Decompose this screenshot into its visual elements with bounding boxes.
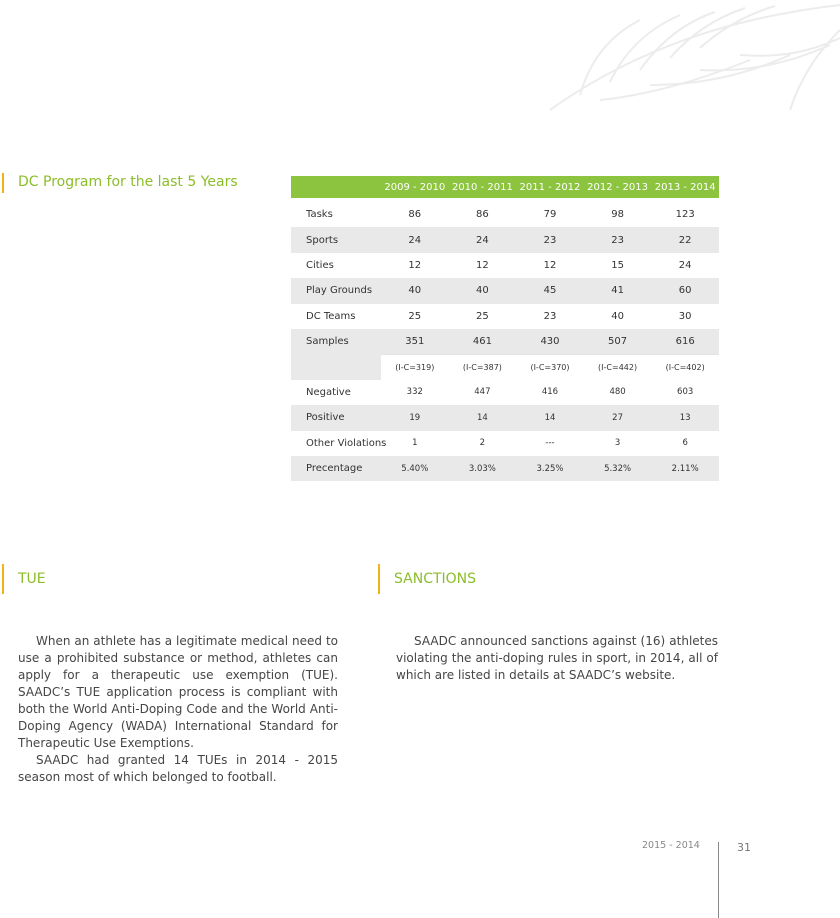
table-cell: 507 bbox=[608, 336, 628, 348]
table-header-row bbox=[291, 176, 719, 198]
header-cell: 2010 - 2011 bbox=[451, 181, 513, 193]
table-cell: (I-C=442) bbox=[584, 354, 652, 380]
sanctions-title: SANCTIONS bbox=[378, 564, 476, 594]
header-cell: 2012 - 2013 bbox=[587, 181, 649, 193]
table-cell: 480 bbox=[609, 387, 626, 398]
tue-body bbox=[18, 633, 338, 786]
table-cell: 27 bbox=[612, 412, 623, 423]
sanctions-paragraph: SAADC announced sanctions against (16) athletes violating the anti-doping rules in sport, in 2014, all of which are listed in details at SAADC’s website. bbox=[396, 634, 718, 682]
footer-divider bbox=[718, 842, 719, 918]
table-cell: 416 bbox=[541, 387, 559, 398]
table-cell: 14 bbox=[476, 412, 488, 423]
tue-paragraph: When an athlete has a legitimate medical need to use a prohibited substance or method, athletes can apply for a therapeutic use exemption (TUE). SAADC’s TUE application process is compliant with both the World Anti-Doping Code and the World Anti-Doping Agency (WADA) International Standard for Therapeutic Use Exemptions. bbox=[18, 634, 338, 750]
tue-title: TUE bbox=[2, 564, 46, 594]
row-label bbox=[291, 354, 381, 379]
table-cell: --- bbox=[545, 438, 555, 449]
header-cell: 2013 - 2014 bbox=[654, 181, 716, 193]
row-label: Samples bbox=[306, 336, 349, 348]
table-cell: 5.32% bbox=[604, 463, 632, 474]
sanctions-body bbox=[396, 633, 718, 684]
table-cell: 3 bbox=[614, 438, 621, 449]
table-cell: 447 bbox=[474, 387, 491, 398]
table-cell: 2.11% bbox=[671, 463, 699, 474]
table-cell: 2 bbox=[479, 438, 486, 449]
table-cell: 41 bbox=[611, 285, 624, 297]
row-label: Other Violations bbox=[306, 437, 387, 449]
table-cell: 15 bbox=[611, 259, 624, 271]
row-label: Cities bbox=[306, 259, 334, 271]
table-row bbox=[291, 253, 719, 278]
table-cell: 616 bbox=[675, 336, 695, 348]
dc-program-table bbox=[291, 176, 719, 481]
table-cell: 5.40% bbox=[401, 463, 429, 474]
table-cell: 12 bbox=[408, 259, 422, 271]
table-cell: (I-C=402) bbox=[651, 354, 719, 380]
palm-leaf-decoration bbox=[540, 0, 840, 115]
table-cell: 98 bbox=[611, 209, 624, 221]
table-cell: 23 bbox=[611, 234, 624, 246]
table-cell: 24 bbox=[476, 234, 489, 246]
table-row bbox=[291, 278, 719, 303]
table-row bbox=[291, 227, 719, 252]
table-row bbox=[291, 456, 719, 481]
table-cell: 351 bbox=[405, 336, 425, 348]
table-cell: 3.03% bbox=[468, 463, 496, 474]
row-label: Tasks bbox=[306, 209, 333, 221]
table-cell: 40 bbox=[611, 310, 624, 322]
table-cell: 23 bbox=[543, 310, 557, 322]
table-cell: (I-C=370) bbox=[516, 354, 584, 380]
dc-program-title: DC Program for the last 5 Years bbox=[2, 173, 238, 193]
table-cell: 22 bbox=[678, 234, 692, 246]
table-cell: 603 bbox=[677, 387, 694, 398]
footer-year: 2015 - 2014 bbox=[642, 840, 700, 851]
page-number: 31 bbox=[737, 841, 751, 854]
tue-paragraph: SAADC had granted 14 TUEs in 2014 - 2015 season most of which belonged to football. bbox=[18, 753, 338, 784]
row-label: Play Grounds bbox=[306, 285, 373, 297]
header-cell: 2009 - 2010 bbox=[384, 181, 446, 193]
table-row bbox=[291, 202, 719, 227]
table-cell: 86 bbox=[408, 209, 422, 221]
row-label: Positive bbox=[306, 412, 345, 424]
table-cell: 25 bbox=[476, 310, 489, 322]
table-cell: 13 bbox=[679, 412, 691, 423]
table-cell: 123 bbox=[675, 209, 695, 221]
table-cell: 86 bbox=[476, 209, 489, 221]
table-cell: 3.25% bbox=[536, 463, 564, 474]
table-cell: 79 bbox=[543, 209, 557, 221]
table-cell: (I-C=319) bbox=[381, 354, 449, 380]
row-label: Precentage bbox=[306, 463, 363, 475]
table-cell: 12 bbox=[543, 259, 557, 271]
table-cell: 23 bbox=[543, 234, 557, 246]
table-cell: 332 bbox=[406, 387, 423, 398]
table-cell: 24 bbox=[678, 259, 692, 271]
table-row bbox=[291, 329, 719, 354]
row-label: DC Teams bbox=[306, 310, 356, 322]
table-row bbox=[291, 431, 719, 456]
table-cell: 24 bbox=[408, 234, 422, 246]
table-cell: 14 bbox=[544, 412, 556, 423]
table-cell: 430 bbox=[540, 336, 560, 348]
row-label: Sports bbox=[306, 234, 339, 246]
table-cell: 45 bbox=[543, 285, 557, 297]
table-cell: 40 bbox=[476, 285, 489, 297]
row-label: Negative bbox=[306, 386, 351, 398]
table-row bbox=[291, 380, 719, 405]
table-cell: 12 bbox=[476, 259, 489, 271]
header-cell: 2011 - 2012 bbox=[519, 181, 581, 193]
table-cell: 461 bbox=[472, 336, 492, 348]
table-cell: 6 bbox=[682, 438, 688, 449]
table-cell: 19 bbox=[409, 412, 421, 423]
table-row bbox=[291, 405, 719, 430]
table-cell: 60 bbox=[678, 285, 692, 297]
table-row bbox=[291, 304, 719, 329]
table-cell: (I-C=387) bbox=[449, 354, 517, 380]
table-cell: 1 bbox=[412, 438, 418, 449]
table-cell: 30 bbox=[678, 310, 692, 322]
table-cell: 25 bbox=[408, 310, 422, 322]
table-row bbox=[291, 354, 719, 379]
table-cell: 40 bbox=[408, 285, 422, 297]
